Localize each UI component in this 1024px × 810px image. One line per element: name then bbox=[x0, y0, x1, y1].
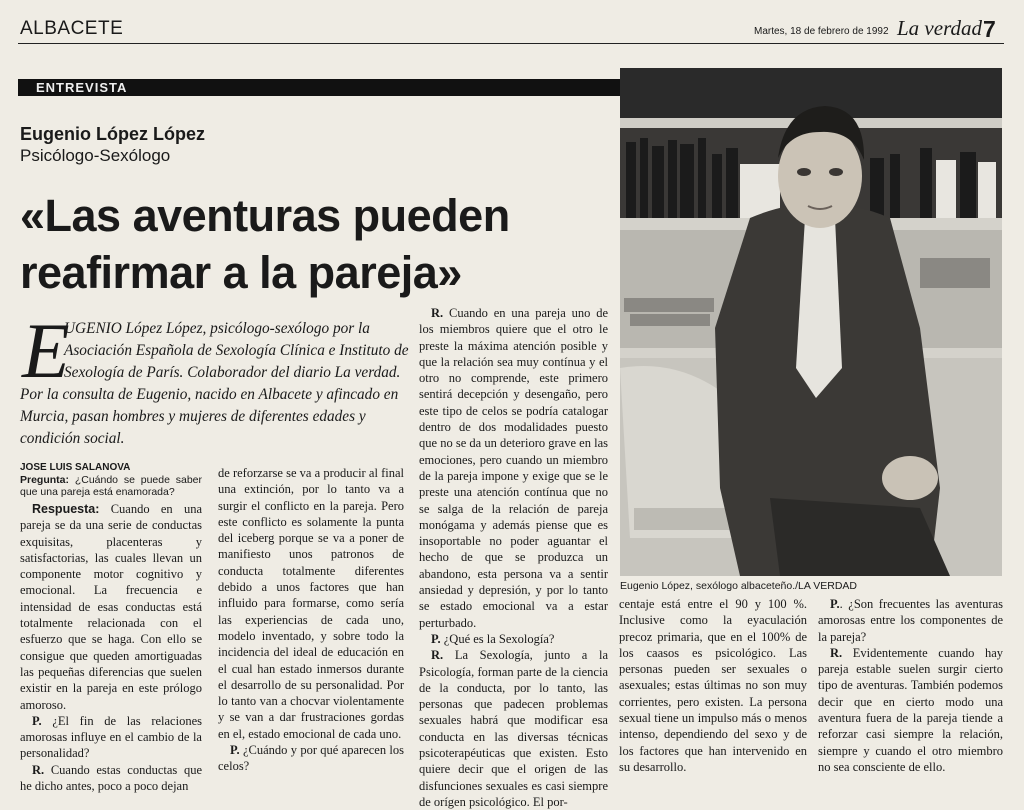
question-3 bbox=[218, 742, 404, 775]
answer-2-text-2: de reforzarse se va a producir al final una extinción, por lo tanto va a surgir el conflicto en la pareja. Pero este conflicto es solamente la punta del iceberg porque se va a poner de manifiesto unos patronos de conducta totalmente diferentes debido a unos factores que han influido para formarse, como sería las experiencias de cada uno, modelo inventado, y sobre todo la incidencia del ideal de educación en el cual han estado inmersos durante el desarrollo de su personalidad. Por lo tanto van a chocvar violentamente y se van a dar frustraciones gordas en el, estado emocional de cada uno. bbox=[218, 466, 404, 741]
answer-4-label: R. bbox=[431, 648, 444, 663]
photo-caption: Eugenio López, sexólogo albaceteño./LA VERDAD bbox=[620, 580, 857, 592]
answer-5 bbox=[818, 645, 1003, 775]
section-title: ALBACETE bbox=[20, 18, 124, 39]
question-2 bbox=[20, 713, 202, 762]
drop-cap: E bbox=[22, 307, 70, 394]
question-4-label: P. bbox=[431, 631, 441, 646]
question-3-label: P. bbox=[230, 743, 240, 758]
answer-4-text-2: centaje está entre el 90 y 100 %. Inclusive como la eyaculación precoz primaria, que en el 100% de los caasos es psicológico. Las personas pueden ser sexuales o asexuales; estas últimas no son muy corrientes, pero existen. La persona sexual tiene un impulso más o menos intenso, dependiendo del sexo y de los factores que han intervenido en su desarrollo. bbox=[619, 597, 807, 774]
article-column-3 bbox=[419, 305, 608, 810]
article-column-4 bbox=[619, 596, 807, 775]
question-4 bbox=[419, 631, 608, 647]
answer-1-text: Cuando en una pareja se da una serie de conductas exquisitas, placenteras y satisfactorias, las cuales llevan un componente motor cognitivo y emocional. La frecuencia e intensidad de esas conductas está totalmente relacionada con el esfuerzo que se haga. Con ello se consigue que queden amortiguadas las pequeñas diferencias que suelen existir en la pareja en este prólogo amoroso. bbox=[20, 502, 203, 712]
question-4-text: ¿Qué es la Sexología? bbox=[443, 631, 555, 646]
question-5 bbox=[818, 596, 1003, 645]
byline: JOSE LUIS SALANOVA bbox=[20, 462, 131, 473]
drop-cap-spacer bbox=[20, 318, 64, 384]
answer-4-start bbox=[419, 647, 608, 810]
answer-1-label: Respuesta: bbox=[32, 502, 100, 516]
headline-line-2: reafirmar a la pareja» bbox=[20, 247, 462, 298]
answer-3 bbox=[419, 305, 608, 631]
answer-2-label: R. bbox=[32, 762, 45, 777]
answer-5-label: R. bbox=[830, 645, 843, 660]
answer-3-text: Cuando en una pareja uno de los miembros quiere que el otro le preste la máxima atención posible y que la relación sea muy contínua y el otro no comprende, este primero sentirá decepción y desengaño, pero este tipo de celos se podría catalogar dentro de dos modalidades puesto que no se da un deterioro grave en las emociones, pero cuando un miembro de la pareja impone y exige que se le preste una atención contínua que no se salga de la relación de pareja monógama y además piense que es insoportable no poder aguantar el hecho de que se produzca un abandono, esta persona va a sentir ansiedad y depresión, y por lo tanto se estado emocional va a estar perturbado. bbox=[419, 306, 609, 630]
newspaper-masthead: La verdad bbox=[897, 16, 982, 40]
lead-text: UGENIO López López, psicólogo-sexólogo por la Asociación Española de Sexología Clínica e Instituto de Sexología de París. Colaborador del diario La verdad. Por la consulta de Eugenio, nacido en Albacete y afincado en Murcia, pasan hombres y mujeres de diferentes edades y condición social. bbox=[20, 320, 409, 447]
question-1 bbox=[20, 474, 202, 498]
answer-4-text-1: La Sexología, junto a la Psicología, forman parte de la ciencia de la conducta, por lo tanto, las personas que padecen problemas sexuales habrá que modificar esa conducta en las diversas técnicas psicoterapéuticas que existen. Esto quiere decir que el origen de las disfunciones sexuales es casi siempre de orígen psicológico. El por- bbox=[419, 648, 608, 809]
interviewee-photo bbox=[620, 68, 1002, 576]
date-line: Martes, 18 de febrero de 1992 bbox=[754, 26, 889, 37]
section-bar bbox=[18, 79, 620, 96]
interviewee-role: Psicólogo-Sexólogo bbox=[20, 146, 171, 165]
question-3-text: ¿Cuándo y por qué aparecen los celos? bbox=[218, 743, 405, 774]
question-5-label: P. bbox=[830, 597, 840, 611]
answer-2-text-1: Cuando estas conductas que he dicho antes, poco a poco dejan bbox=[20, 762, 202, 794]
lead-paragraph bbox=[20, 318, 412, 450]
question-5-text: . ¿Son frecuentes las aventuras amorosas entre los componentes de la pareja? bbox=[818, 597, 1003, 644]
answer-1 bbox=[20, 501, 202, 713]
question-2-text: ¿El fin de las relaciones amorosas influye en el cambio de la personalidad? bbox=[20, 713, 202, 761]
question-2-label: P. bbox=[32, 713, 42, 728]
headline bbox=[20, 187, 610, 301]
page-number: 7 bbox=[983, 16, 996, 42]
answer-4-continued bbox=[619, 596, 807, 775]
section-label: ENTREVISTA bbox=[36, 80, 128, 95]
header-rule bbox=[18, 43, 1004, 44]
question-1-label: Pregunta: bbox=[20, 474, 70, 486]
question-1-text: ¿Cuándo se puede saber que una pareja está enamorada? bbox=[20, 474, 202, 498]
article-column-1 bbox=[20, 474, 202, 794]
answer-2-start bbox=[20, 762, 202, 795]
headline-line-1: «Las aventuras pueden bbox=[20, 190, 510, 241]
article-column-5 bbox=[818, 596, 1003, 775]
answer-2-continued bbox=[218, 465, 404, 742]
interviewee-name: Eugenio López López bbox=[20, 124, 205, 144]
answer-5-text: Evidentemente cuando hay pareja estable suelen surgir cierto tipo de aventuras. También podemos decir que en cierto modo una aventura fuera de la pareja tiende a reforzar casi siempre la relación, siempre y cuando el otro miembro no sea consciente de ello. bbox=[818, 645, 1003, 774]
answer-3-label: R. bbox=[431, 306, 444, 320]
article-column-2 bbox=[218, 465, 404, 775]
